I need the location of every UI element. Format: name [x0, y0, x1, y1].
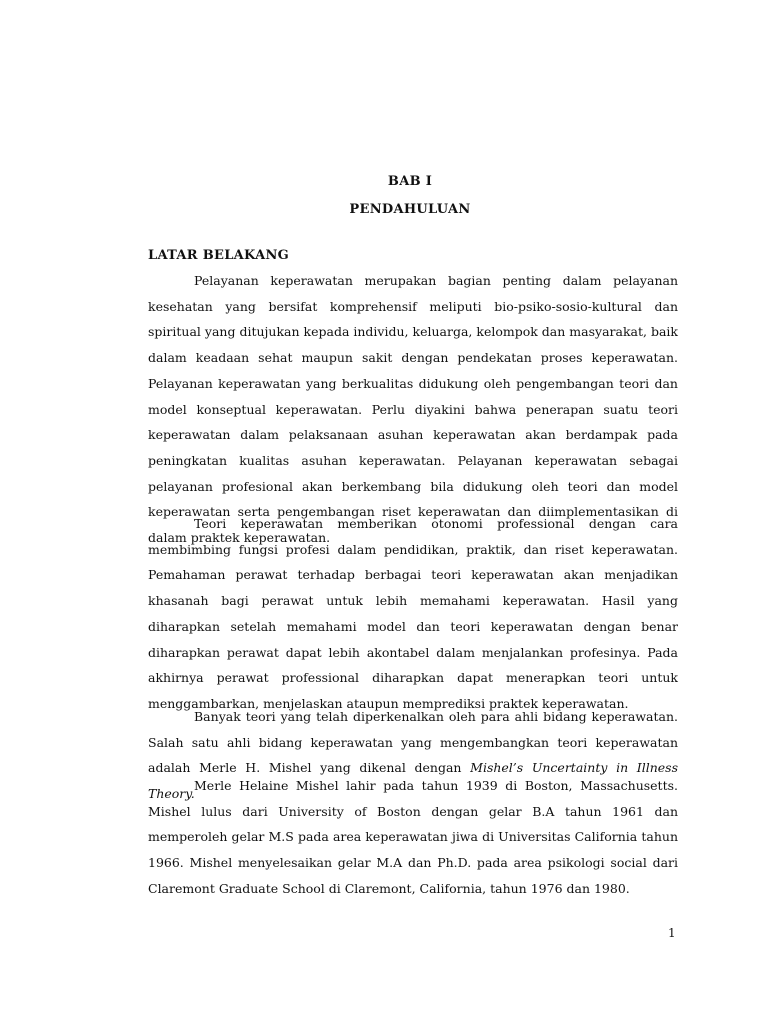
paragraph-mishel-intro-text: Banyak teori yang telah diperkenalkan oleh para ahli bidang keperawatan. Salah satu ahli bidang keperawatan yang mengembangkan teori keperawatan adalah Merle H. Mishel yang dikenal dengan — [148, 709, 678, 776]
chapter-number: BAB I — [387, 174, 433, 189]
theory-name-italic: Mishel’s Uncertainty in Illness Theory. — [148, 760, 678, 802]
chapter-title: PENDAHULUAN — [349, 202, 471, 217]
paragraph-mishel-biography: Merle Helaine Mishel lahir pada tahun 1939 di Boston, Massachusetts. Mishel lulus dari University of Boston dengan gelar B.A tahun 1961 dan memperoleh gelar M.S pada area keperawatan jiwa di Universitas California tahun 1966. Mishel menyelesaikan gelar M.A dan Ph.D. pada area psikologi social dari Claremont Graduate School di Claremont, California, tahun 1976 dan 1980. — [148, 778, 678, 896]
page-number: 1 — [668, 926, 676, 940]
section-title: LATAR BELAKANG — [148, 248, 290, 263]
paragraph-background: Pelayanan keperawatan merupakan bagian penting dalam pelayanan kesehatan yang bersifat komprehensif meliputi bio-psiko-sosio-kultural dan spiritual yang ditujukan kepada individu, keluarga, kelompok dan masyarakat, baik dalam keadaan sehat maupun sakit dengan pendekatan proses keperawatan. Pelayanan keperawatan yang berkualitas didukung oleh pengembangan teori dan model konseptual keperawatan. Perlu diyakini bahwa penerapan suatu teori keperawatan dalam pelaksanaan asuhan keperawatan akan berdampak pada peningkatan kualitas asuhan keperawatan. Pelayanan keperawatan sebagai pelayanan profesional akan berkembang bila didukung oleh teori dan model keperawatan serta pengembangan riset keperawatan dan diimplementasikan di dalam praktek keperawatan. — [148, 273, 678, 546]
paragraph-nursing-theory: Teori keperawatan memberikan otonomi professional dengan cara membimbing fungsi profesi dalam pendidikan, praktik, dan riset keperawatan. Pemahaman perawat terhadap berbagai teori keperawatan akan menjadikan khasanah bagi perawat untuk lebih memahami keperawatan. Hasil yang diharapkan setelah memahami model dan teori keperawatan dengan benar diharapkan perawat dapat lebih akontabel dalam menjalankan profesinya. Pada akhirnya perawat professional diharapkan dapat menerapkan teori untuk menggambarkan, menjelaskan ataupun memprediksi praktek keperawatan. — [148, 516, 678, 711]
